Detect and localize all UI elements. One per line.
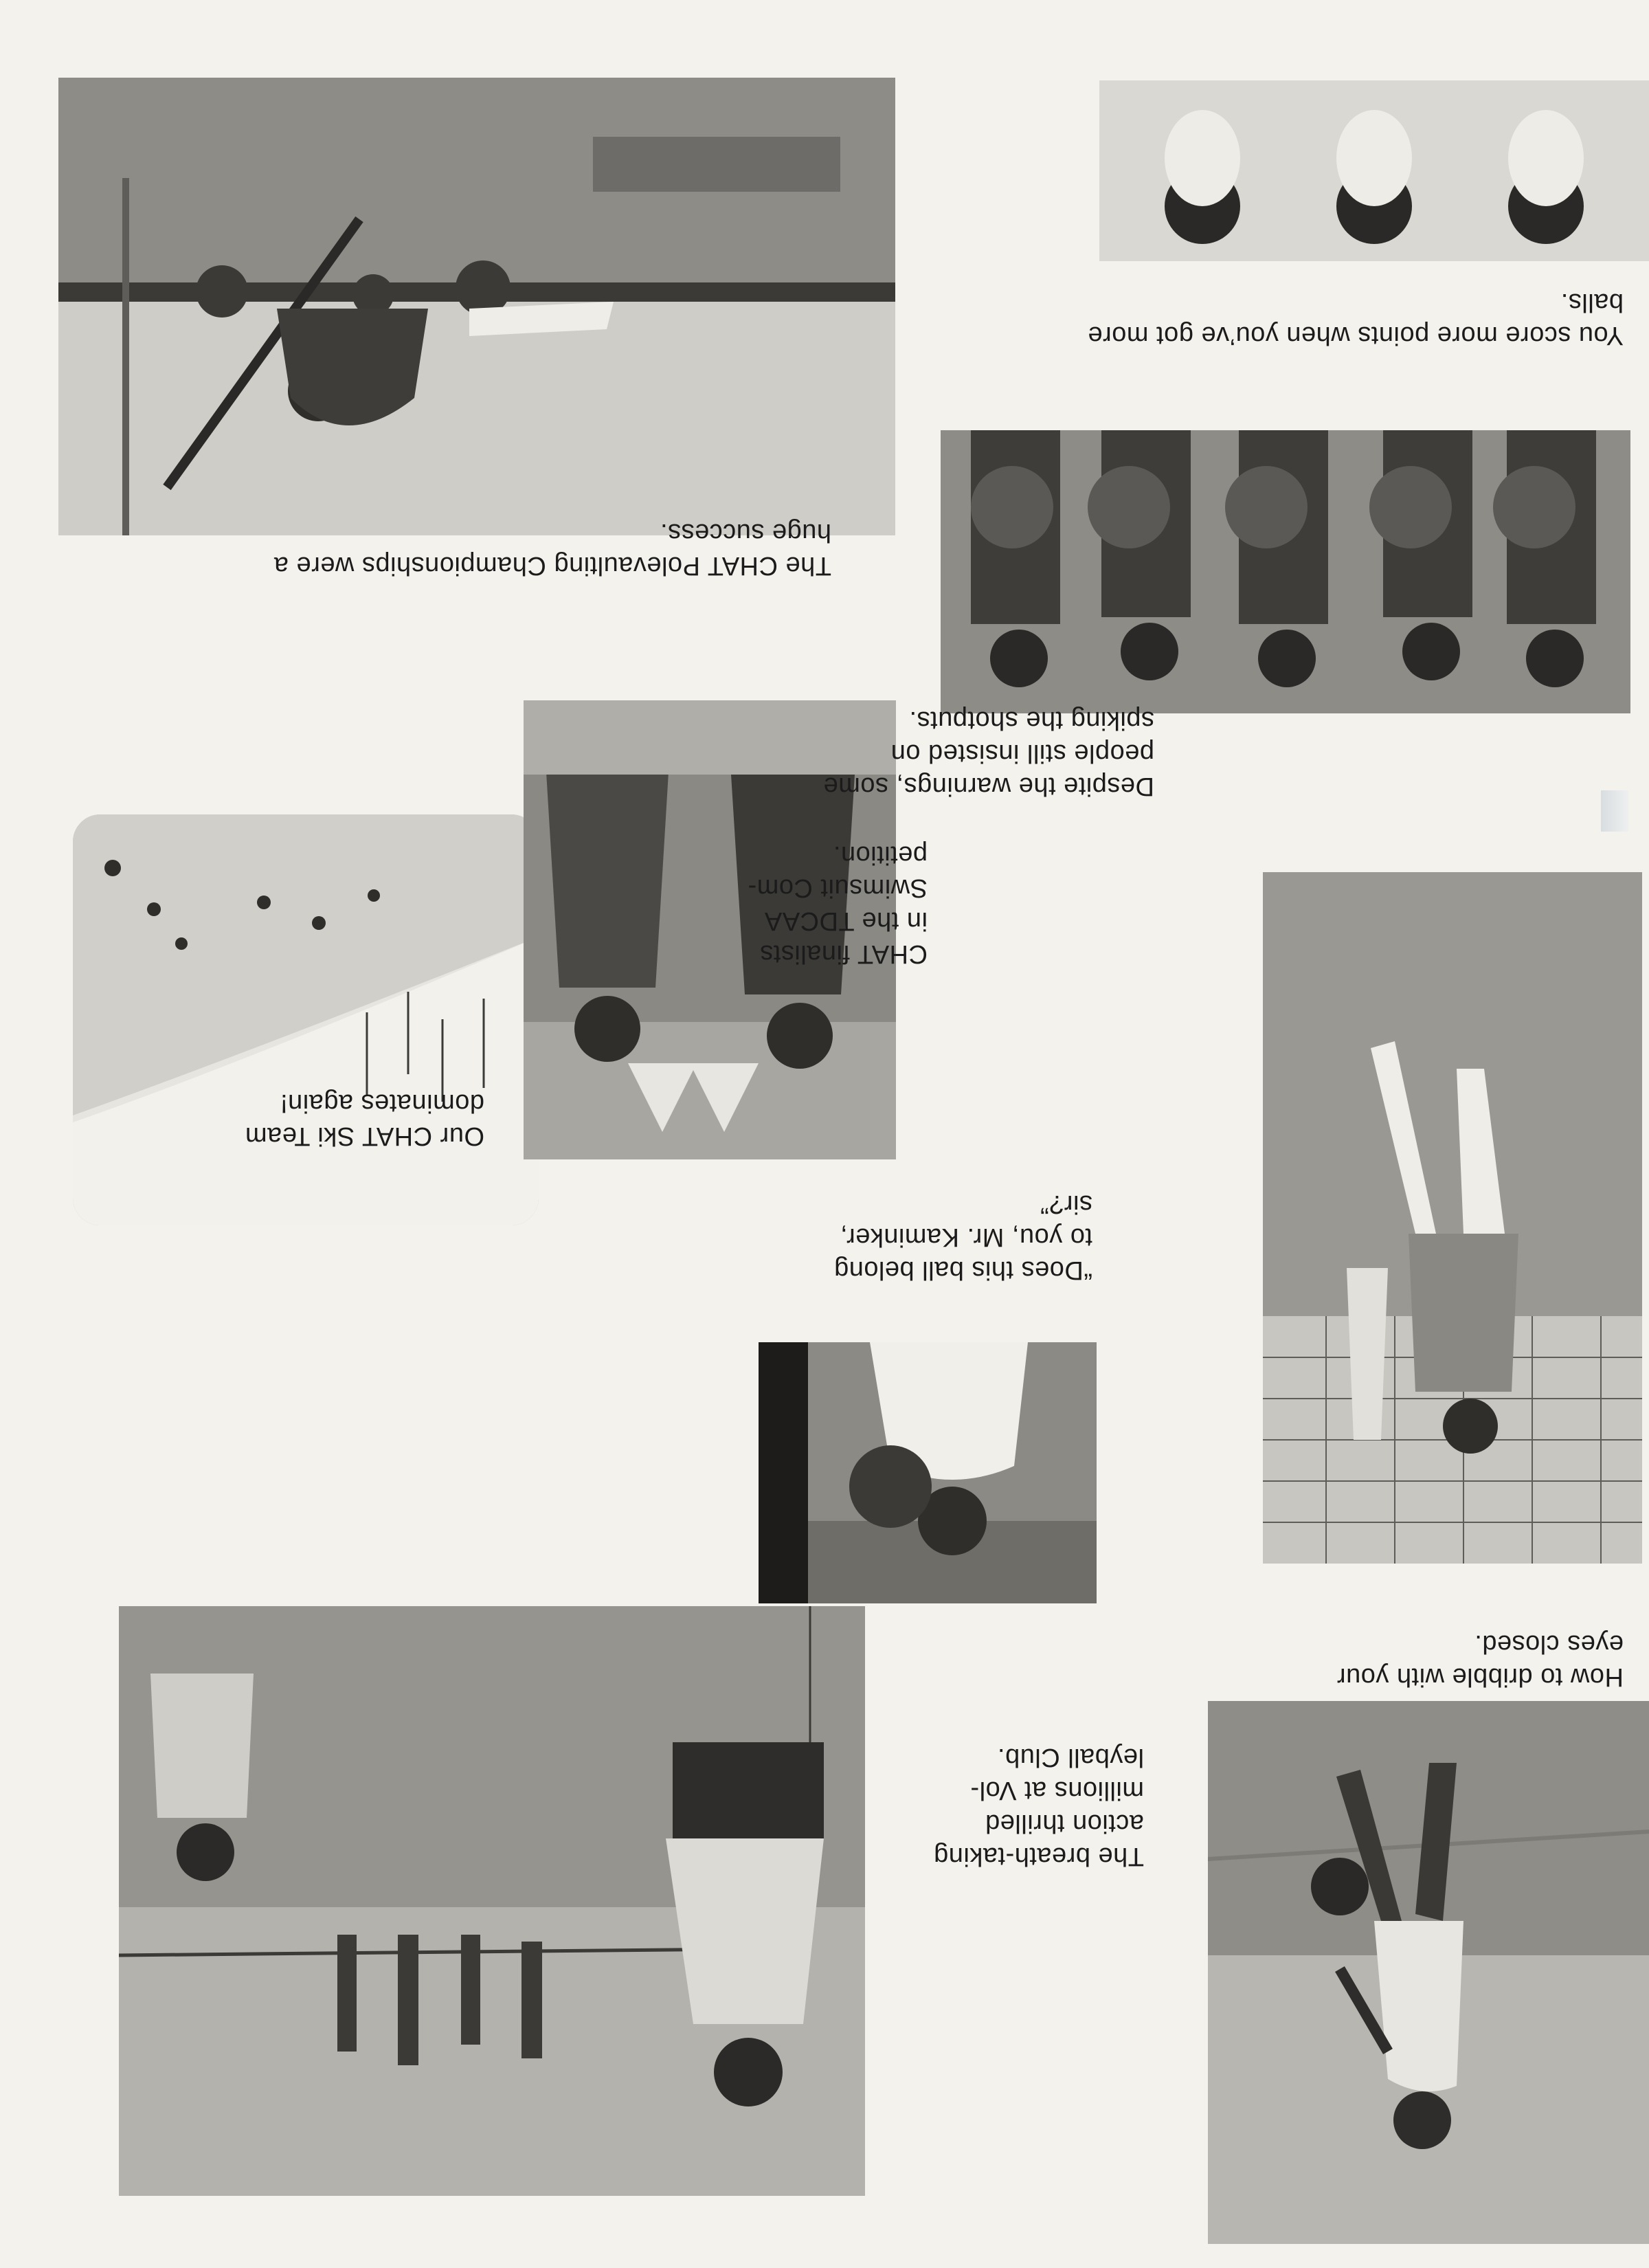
scan-edge-mark [1601, 790, 1628, 832]
photo-basketball-dribble [1208, 1701, 1649, 2244]
caption-swimsuit: CHAT finalists in the TDCAA Swimsuit Com- petition. [748, 841, 928, 968]
polevault-image [58, 78, 895, 535]
caption-dribble: How to dribble with your eyes closed. [1336, 1630, 1624, 1691]
photo-basketball-team [941, 430, 1630, 713]
caption-volleyball: The breath-taking action thrilled millions at Vol- leyball Club. [933, 1743, 1144, 1871]
basketball-dribble-image [1208, 1701, 1649, 2244]
ski-team-image [73, 814, 539, 1225]
photo-ski-team [73, 814, 539, 1225]
outdoor-basketball-image [1263, 872, 1642, 1564]
volleyball-club-image [119, 1606, 865, 2196]
photo-three-faces [1099, 80, 1649, 261]
three-faces-image [1099, 80, 1649, 261]
photo-volleyball-club [119, 1606, 865, 2196]
photo-outdoor-basketball [1263, 872, 1642, 1564]
photo-ball-kaminker [759, 1342, 1097, 1603]
ball-kaminker-image [759, 1342, 1097, 1603]
caption-ski: Our CHAT Ski Team dominates again! [245, 1089, 484, 1150]
caption-polevault: The CHAT Polevaulting Championships were a huge success. [273, 518, 831, 580]
caption-kaminker: “Does this ball belong to you, Mr. Kaminker, sir?” [833, 1190, 1092, 1285]
basketball-team-image [941, 430, 1630, 713]
photo-polevault [58, 78, 895, 535]
caption-balls: You score more points when you’ve got more balls. [1087, 288, 1624, 350]
caption-shotputs: Despite the warnings, some people still insisted on spiking the shotputs. [823, 706, 1154, 801]
